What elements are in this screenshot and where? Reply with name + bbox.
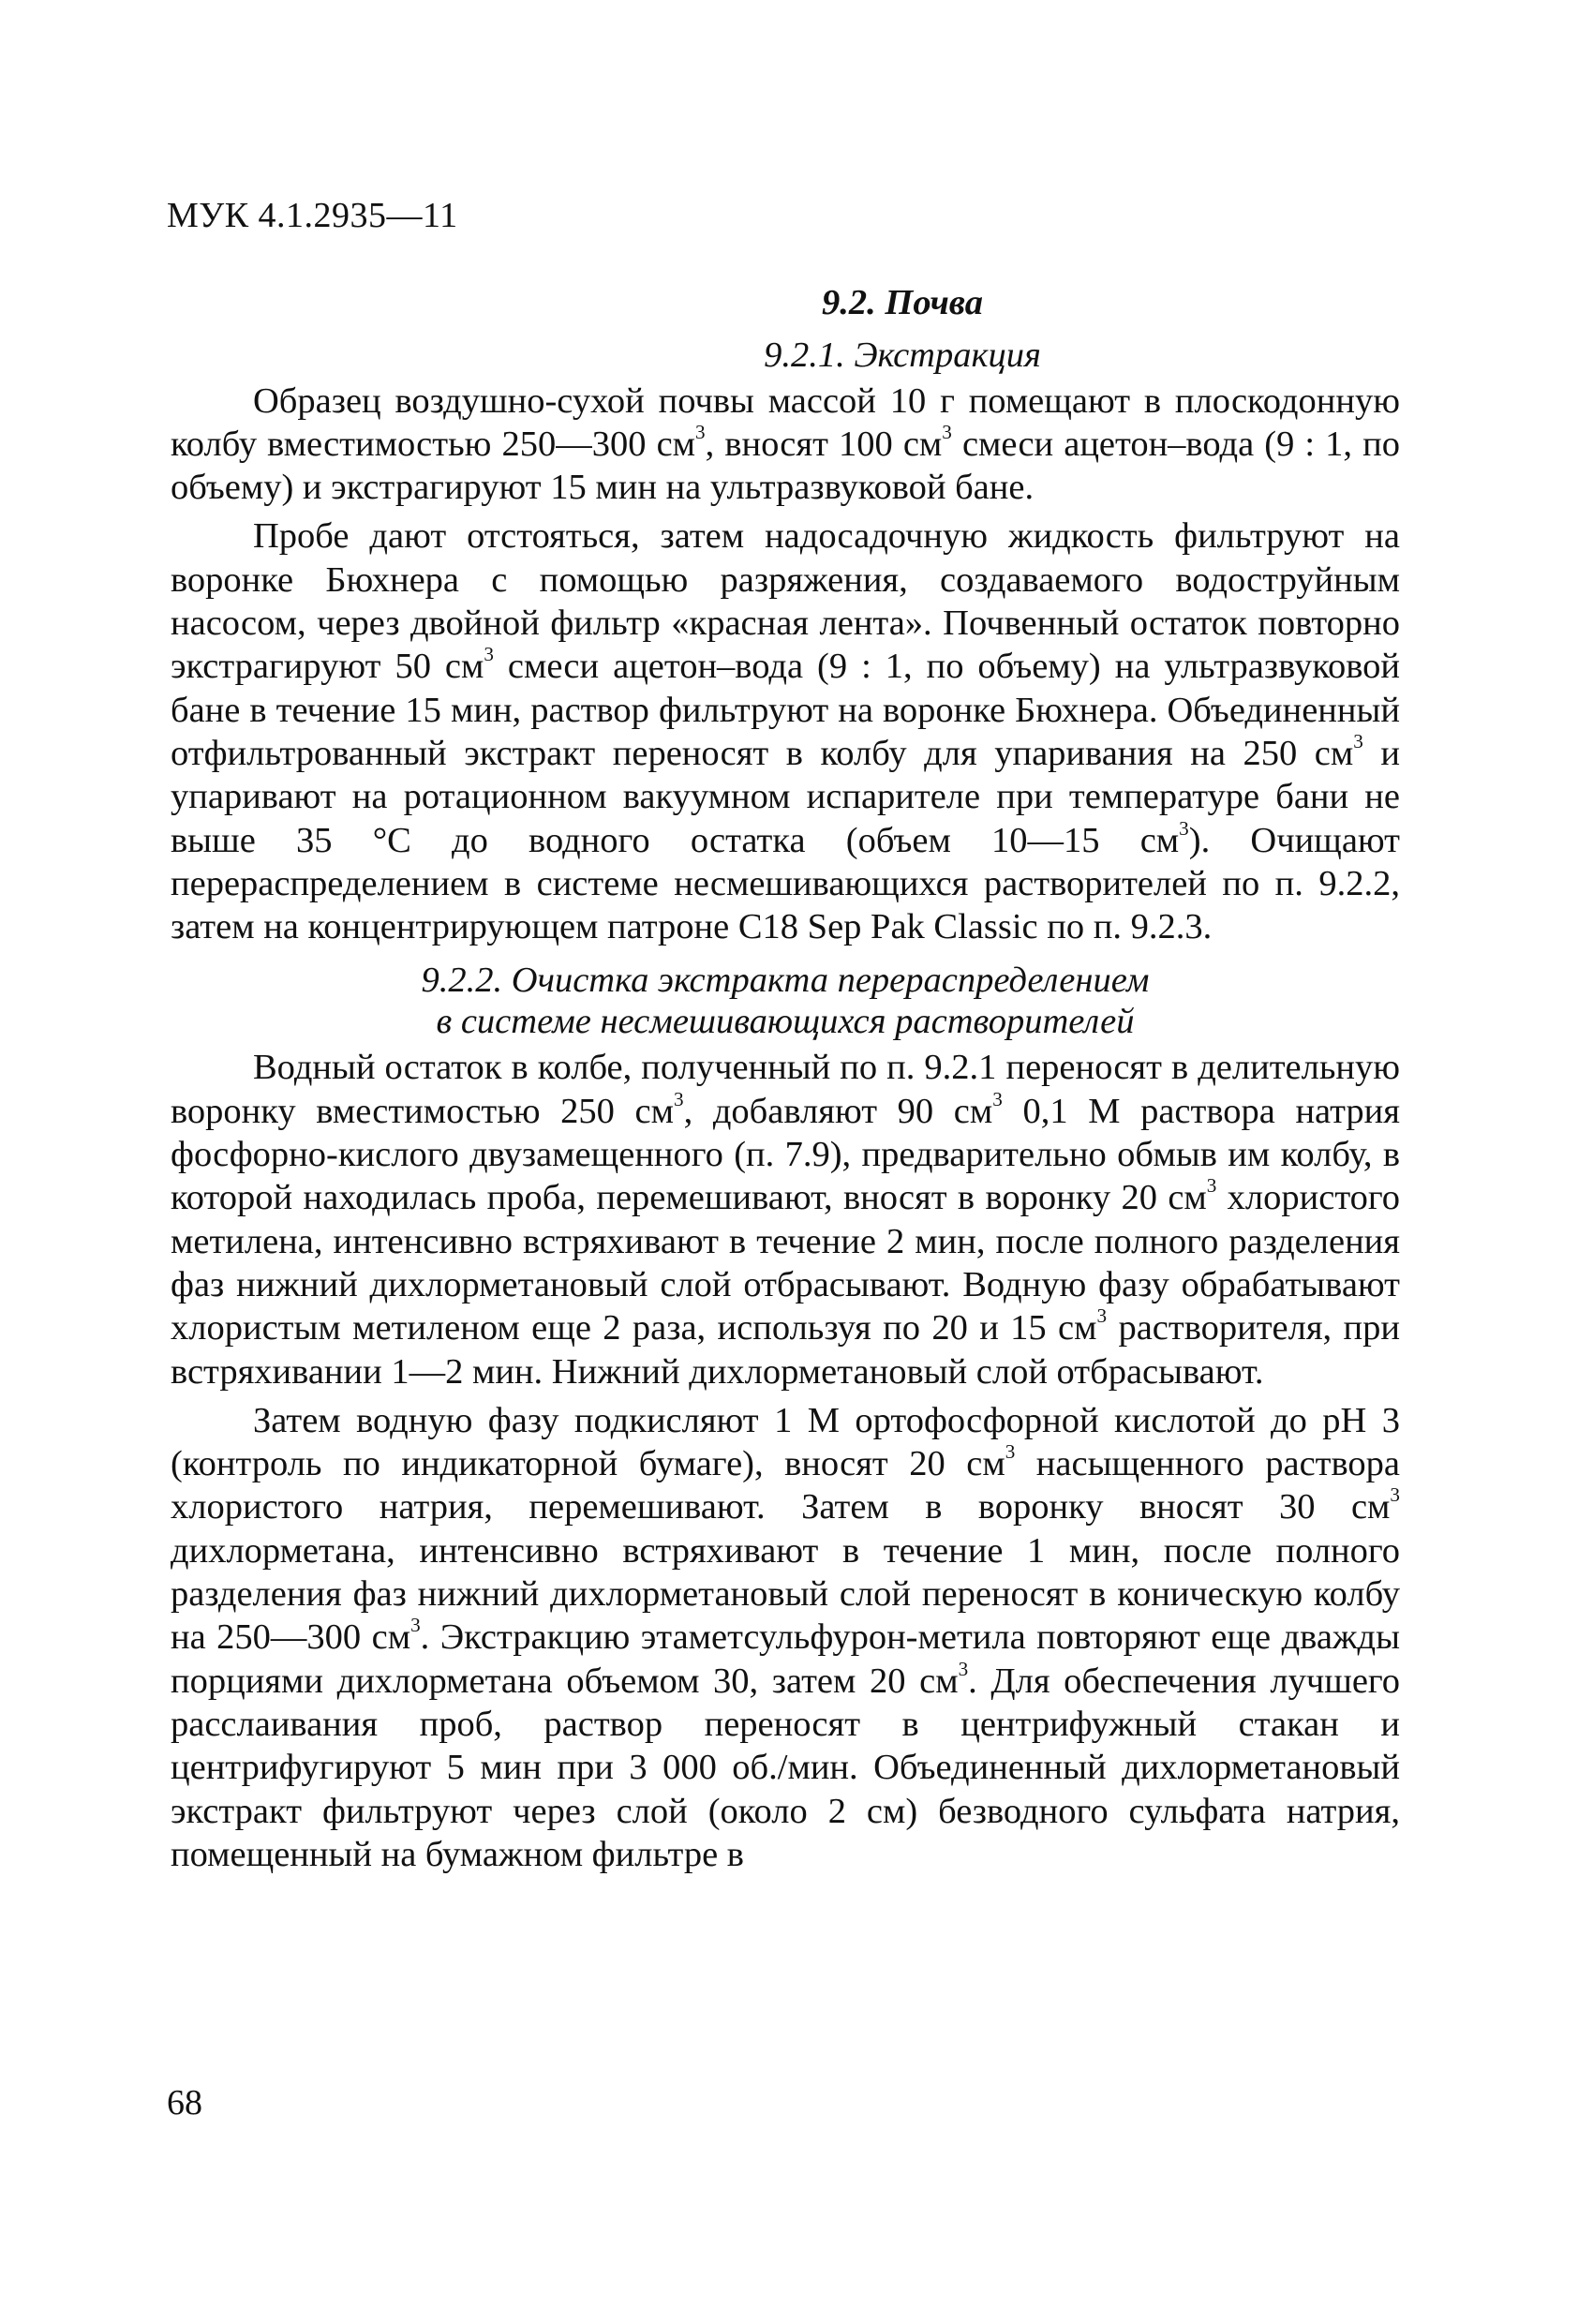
paragraph-cleanup-2: Затем водную фазу подкисляют 1 М ортофосфорной кислотой до рН 3 (контроль по индикаторной бумаге), вносят 20 $см^3$ насыщенного раствора хлористого натрия, перемешивают. Затем в воронку вносят 30 $см^3$ дихлорметана, интенсивно встряхивают в течение 1 мин, после полного разделения фаз нижний дихлорметановый слой переносят в коническую колбу на 250—300 $см^3$. Экстракцию этаметсульфурон-метила повторяют еще дважды порциями дихлорметана объемом 30, затем 20 $см^3$. Для обеспечения лучшего расслаивания проб, раствор переносят в центрифужный стакан и центрифугируют 5 мин при 3 000 об./мин. Объединенный дихлорметановый экстракт фильтруют через слой (около 2 см) безводного сульфата натрия, помещенный на бумажном фильтре в — [171, 1400, 1401, 1874]
subsection-heading-line-1: 9.2.2. Очистка экстракта перераспределением — [421, 961, 1150, 1001]
paragraph-extraction-2: Пробе дают отстояться, затем надосадочную жидкость фильтруют на воронке Бюхнера с помощью разряжения, создаваемого водоструйным насосом, через двойной фильтр «красная лента». Почвенный остаток повторно экстрагируют 50 $см^3$ смеси ацетон–вода (9 : 1, по объему) на ультразвуковой бане в течение 15 мин, раствор фильтруют на воронке Бюхнера. Объединенный отфильтрованный экстракт переносят в колбу для упаривания на 250 $см^3$ и упаривают на ротационном вакуумном испарителе при температуре бани не выше 35 °С до водного остатка (объем 10—15 $см^3$). Очищают перераспределением в системе несмешивающихся растворителей по п. 9.2.2, затем на концентрирующем патроне C18 Sep Pak Classic по п. 9.2.3. — [171, 516, 1400, 947]
subsection-heading-cleanup — [171, 960, 1400, 1042]
paragraph-cleanup-1: Водный остаток в колбе, полученный по п. 9.2.1 переносят в делительную воронку вместимостью 250 $см^3$, добавляют 90 $см^3$ 0,1 М раствора натрия фосфорно-кислого двузамещенного (п. 7.9), предварительно обмыв им колбу, в которой находилась проба, перемешивают, вносят в воронку 20 $см^3$ хлористого метилена, интенсивно встряхивают в течение 2 мин, после полного разделения фаз нижний дихлорметановый слой отбрасывают. Водную фазу обрабатывают хлористым метиленом еще 2 раза, используя по 20 и 15 $см^3$ растворителя, при встряхивании 1—2 мин. Нижний дихлорметановый слой отбрасывают. — [171, 1048, 1400, 1392]
section-heading: 9.2. Почва — [822, 283, 983, 322]
running-header: МУК 4.1.2935—11 — [167, 196, 458, 235]
subsection-heading-line-2: в системе несмешивающихся растворителей — [436, 1002, 1135, 1042]
main-content — [171, 281, 1400, 1882]
paragraph-extraction-1: Образец воздушно-сухой почвы массой 10 г помещают в плоскодонную колбу вместимостью 250—300 $см^3$, вносят 100 $см^3$ смеси ацетон–вода (9 : 1, по объему) и экстрагируют 15 мин на ультразвуковой бане. — [171, 380, 1400, 508]
page-number: 68 — [167, 2083, 202, 2123]
subsection-heading-extraction: 9.2.1. Экстракция — [764, 335, 1041, 376]
